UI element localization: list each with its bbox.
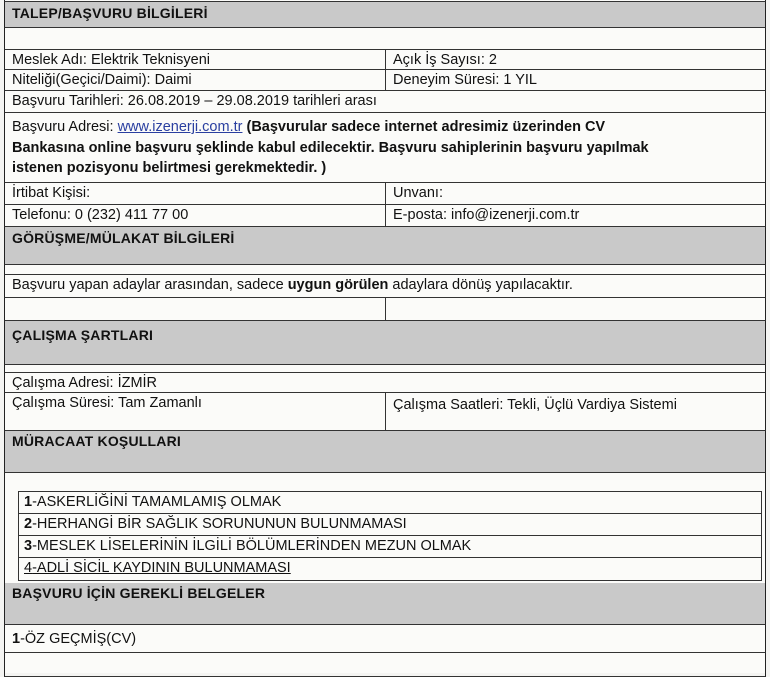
niteligi: Niteliği(Geçici/Daimi): Daimi [12,72,192,88]
row-basvuru-adresi [4,113,766,183]
unvani: Unvanı: [385,183,765,204]
row-belge-1 [4,625,766,653]
section-header-talep: TALEP/BAŞVURU BİLGİLERİ [4,2,766,28]
blank-row [4,265,766,275]
gorusme-text: Başvuru yapan adaylar arasından, sadece uygun görülen adaylara dönüş yapılacaktır. [12,277,573,293]
basvuru-adresi: Başvuru Adresi: www.izenerji.com.tr (Başvurular sadece internet adresimiz üzerinden CV Bankasına online başvuru şeklinde kabul edilecektir. Başvuru sahiplerinin başvuru yapılmak istenen pozisyonu belirtmesi gerekmektedir. ) [12,119,649,176]
list-item: 3-MESLEK LİSELERİNİN İLGİLİ BÖLÜMLERİNDEN MEZUN OLMAK [19,536,761,558]
calisma-saatleri: Çalışma Saatleri: Tekli, Üçlü Vardiya Sistemi [385,393,765,430]
row-gorusme-text [4,275,766,298]
section-header-belgeler: BAŞVURU İÇİN GEREKLİ BELGELER [4,583,766,625]
blank-row [4,28,766,50]
row-telefon [4,205,766,227]
calisma-adresi: Çalışma Adresi: İZMİR [12,375,158,391]
basvuru-tarihleri: Başvuru Tarihleri: 26.08.2019 – 29.08.2019 tarihleri arası [12,93,377,109]
irtibat-kisisi: İrtibat Kişisi: [12,185,91,201]
document-page [4,0,766,673]
calisma-suresi: Çalışma Süresi: Tam Zamanlı [12,395,202,411]
section-header-gorusme: GÖRÜŞME/MÜLAKAT BİLGİLERİ [4,227,766,265]
blank-row [4,365,766,373]
row-meslek [4,50,766,70]
row-calisma-suresi [4,393,766,431]
meslek-adi: Meslek Adı: Elektrik Teknisyeni [12,52,210,68]
blank-cell [385,298,765,320]
list-item: 1-ASKERLİĞİNİ TAMAMLAMIŞ OLMAK [19,492,761,514]
belge-item: 1-ÖZ GEÇMİŞ(CV) [12,631,137,647]
website-link[interactable]: www.izenerji.com.tr [117,119,243,135]
section-header-calisma: ÇALIŞMA ŞARTLARI [4,321,766,365]
acik-is-sayisi: Açık İş Sayısı: 2 [385,50,765,69]
muracaat-container [4,473,766,583]
telefonu: Telefonu: 0 (232) 411 77 00 [12,207,189,223]
list-item: 2-HERHANGİ BİR SAĞLIK SORUNUNUN BULUNMAMASI [19,514,761,536]
deneyim-suresi: Deneyim Süresi: 1 YIL [385,70,765,90]
row-niteligi [4,70,766,91]
e-posta: E-posta: info@izenerji.com.tr [385,205,765,226]
blank-row [4,653,766,677]
muracaat-list [18,491,762,581]
list-item: 4-ADLİ SİCİL KAYDININ BULUNMAMASI [24,560,291,576]
blank-split-row [4,298,766,321]
row-irtibat [4,183,766,205]
row-calisma-adresi [4,373,766,393]
row-tarihler [4,91,766,113]
section-header-muracaat: MÜRACAAT KOŞULLARI [4,431,766,473]
